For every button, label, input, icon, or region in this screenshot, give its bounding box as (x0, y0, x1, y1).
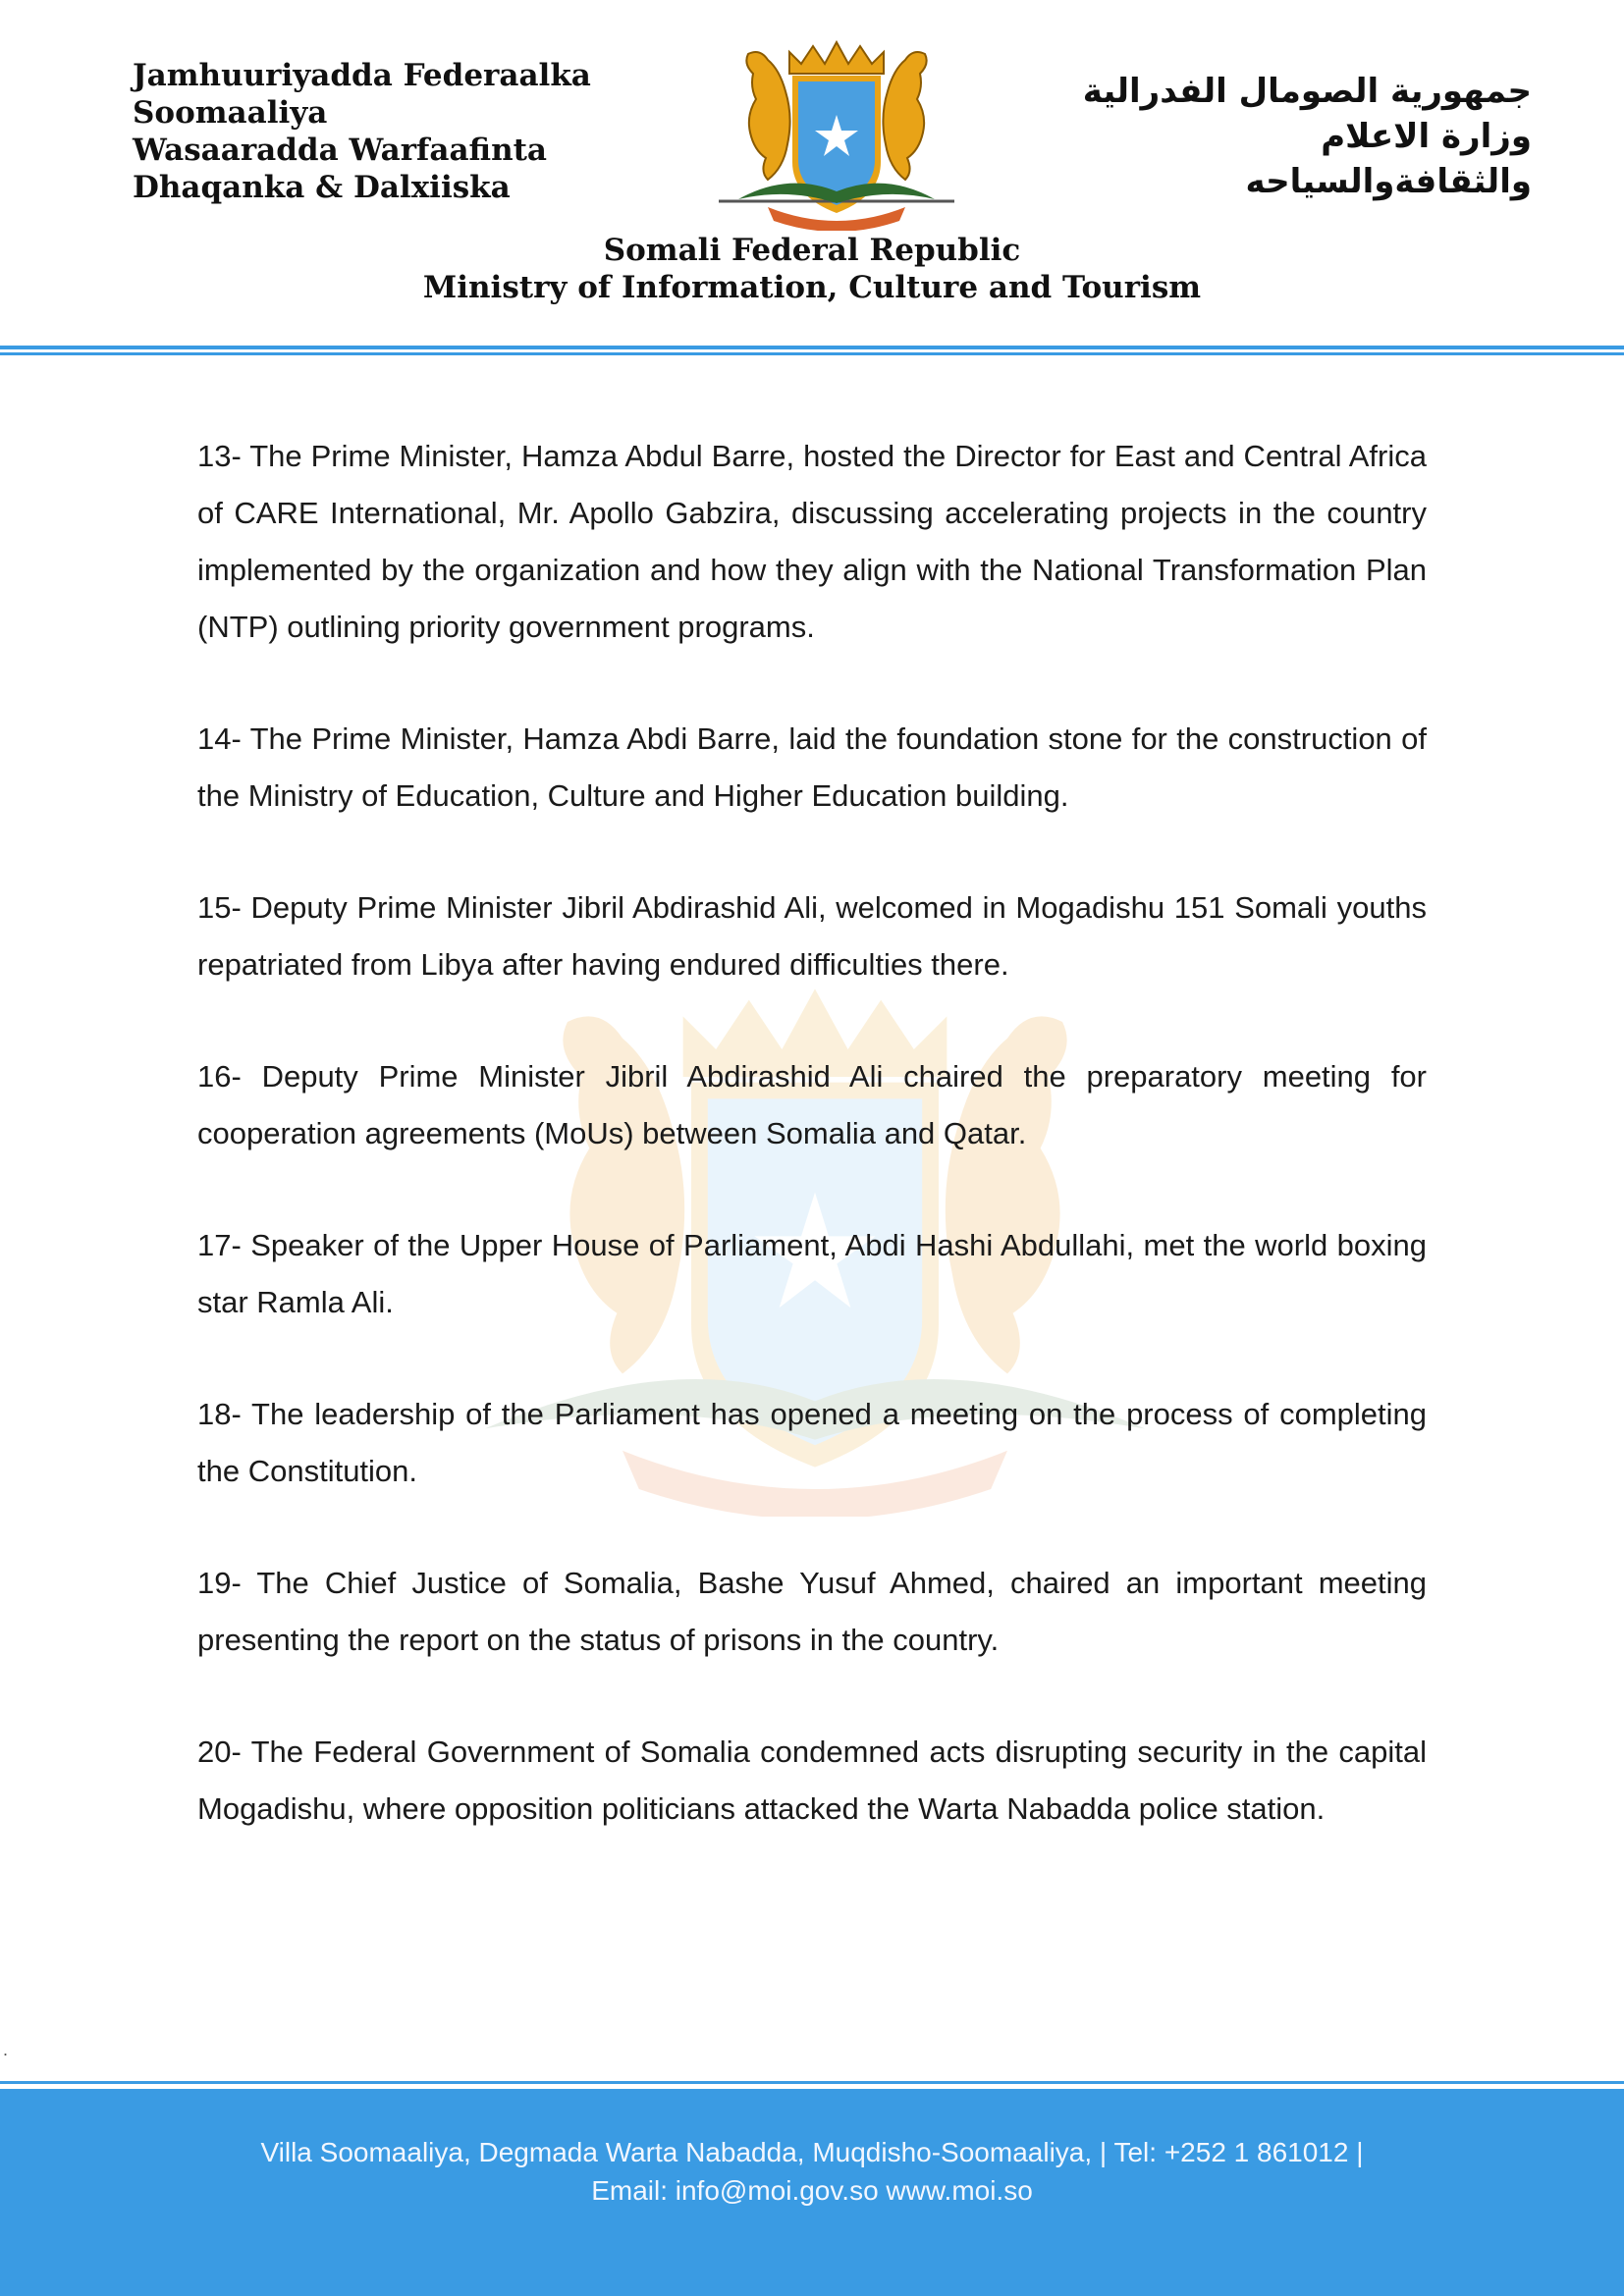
news-item: 20- The Federal Government of Somalia condemned acts disrupting security in the capital Mogadishu, where opposition politicians attacked the Warta Nabadda police station. (197, 1735, 1427, 1826)
news-item: 14- The Prime Minister, Hamza Abdi Barre, laid the foundation stone for the construction of the Ministry of Education, Culture and Higher Education building. (197, 721, 1427, 813)
header-somali-line: Wasaaradda Warfaafinta (133, 133, 548, 168)
header-somali-line: Dhaqanka & Dalxiiska (133, 170, 511, 205)
footer-contact (0, 2133, 1624, 2210)
footer-divider (0, 2081, 1624, 2084)
stray-mark: . (3, 2040, 9, 2059)
news-item: 13- The Prime Minister, Hamza Abdul Barre, hosted the Director for East and Central Africa of CARE International, Mr. Apollo Gabzira, discussing accelerating projects in the country implemented by the organization and how they align with the National Transformation Plan (NTP) outlining priority government programs. (197, 439, 1427, 644)
header-arabic-line: جمهورية الصومال الفدرالية (1082, 72, 1532, 111)
news-item: 17- Speaker of the Upper House of Parliament, Abdi Hashi Abdullahi, met the world boxing star Ramla Ali. (197, 1228, 1427, 1319)
header-divider-secondary (0, 352, 1624, 355)
header-subtitle: Ministry of Information, Culture and Tourism (422, 270, 1202, 305)
header-english-block (0, 232, 1624, 306)
header-arabic-line: وزارة الاعلام (1321, 117, 1532, 156)
header-arabic-block (1021, 69, 1532, 204)
header-somali-block (133, 57, 591, 206)
news-item: 15- Deputy Prime Minister Jibril Abdirashid Ali, welcomed in Mogadishu 151 Somali youths repatriated from Libya after having endured difficulties there. (197, 890, 1427, 982)
header-title: Somali Federal Republic (603, 233, 1021, 268)
coat-of-arms-drawing (719, 42, 954, 231)
news-item: 18- The leadership of the Parliament has opened a meeting on the process of completing the Constitution. (197, 1397, 1427, 1488)
header-arabic-line: والثقافةوالسياحه (1245, 162, 1532, 201)
header-divider (0, 346, 1624, 349)
somali-coat-of-arms-icon (699, 34, 974, 231)
news-items-list (197, 428, 1427, 1893)
footer-address: Villa Soomaaliya, Degmada Warta Nabadda, Muqdisho-Soomaaliya, | Tel: +252 1 861012 | (260, 2137, 1364, 2167)
news-item: 16- Deputy Prime Minister Jibril Abdirashid Ali chaired the preparatory meeting for cooperation agreements (MoUs) between Somalia and Qatar. (197, 1059, 1427, 1150)
news-item: 19- The Chief Justice of Somalia, Bashe Yusuf Ahmed, chaired an important meeting presenting the report on the status of prisons in the country. (197, 1566, 1427, 1657)
header-somali-line: Jamhuuriyadda Federaalka (133, 58, 591, 93)
header-somali-line: Soomaaliya (133, 95, 328, 131)
footer-email-web: Email: info@moi.gov.so www.moi.so (591, 2175, 1033, 2206)
